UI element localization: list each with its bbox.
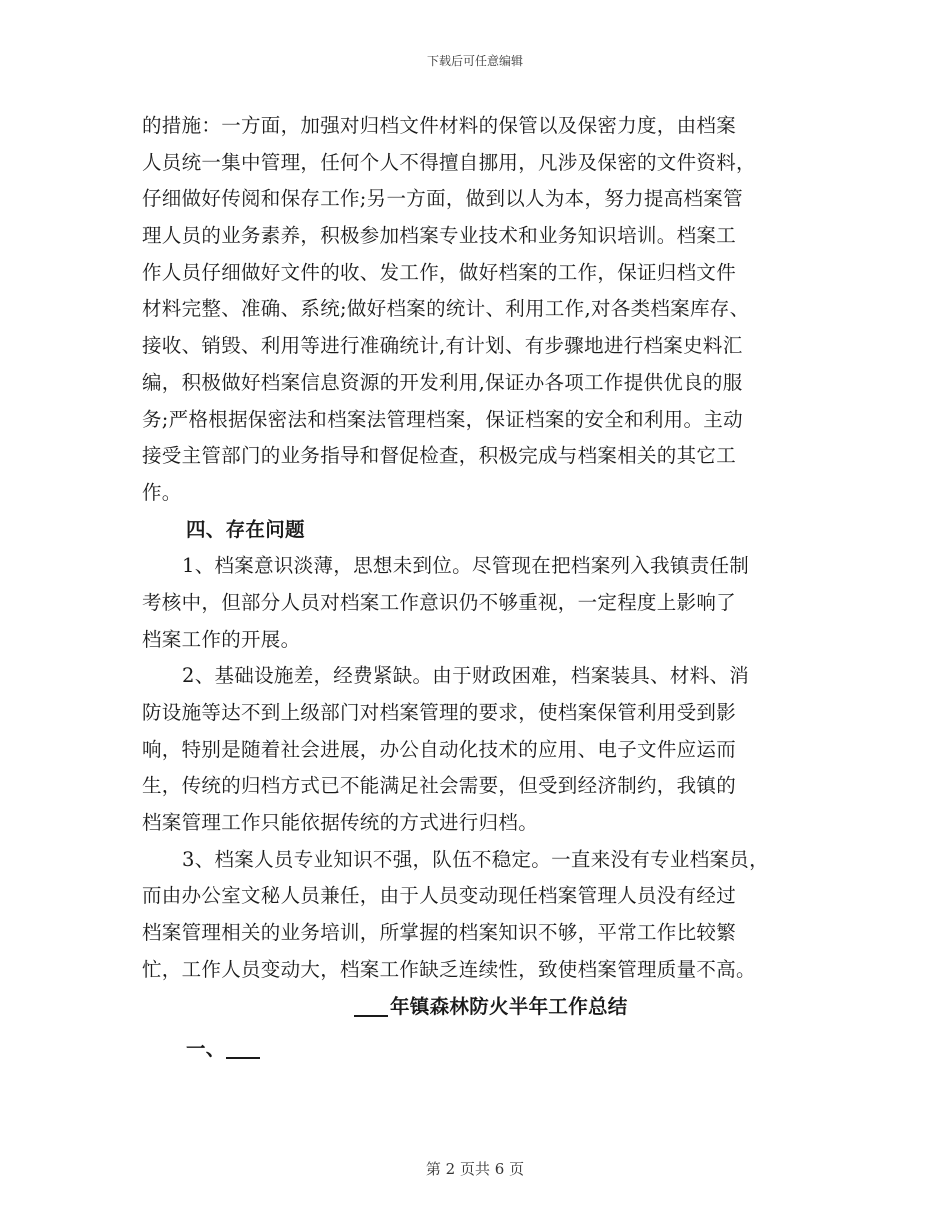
document-body [142,108,822,1068]
text-line: 人员统一集中管理，任何个人不得擅自挪用，凡涉及保密的文件资料， [142,150,756,174]
text-line: 1、档案意识淡薄，思想未到位。尽管现在把档案列入我镇责任制 [182,554,750,578]
problem-item-2 [142,658,822,841]
text-line: 响，特别是随着社会进展，办公自动化技术的应用、电子文件应运而 [142,737,737,761]
next-title-text: 年镇森林防火半年工作总结 [390,994,628,1018]
text-line: 3、档案人员专业知识不强，队伍不稳定。一直来没有专业档案员， [182,847,769,871]
text-line: 考核中，但部分人员对档案工作意识仍不够重视，一定程度上影响了 [142,590,737,614]
text-line: 而由办公室文秘人员兼任，由于人员变动现任档案管理人员没有经过 [142,884,737,908]
next-heading-text: 一、 [186,1037,226,1061]
text-line: 档案工作的开展。 [142,627,301,651]
page-footer: 第 2 页共 6 页 [425,1160,525,1178]
text-line: 生，传统的归档方式已不能满足社会需要，但受到经济制约，我镇的 [142,774,737,798]
blank-underline [354,1014,388,1017]
page-header: 下载后可任意编辑 [426,54,523,68]
text-line: 接收、销毁、利用等进行准确统计,有计划、有步骤地进行档案史料汇 [142,334,743,358]
text-line: 理人员的业务素养，积极参加档案专业技术和业务知识培训。档案工 [142,224,737,248]
text-line: 忙，工作人员变动大，档案工作缺乏连续性，致使档案管理质量不高。 [142,957,756,981]
text-line: 接受主管部门的业务指导和督促检查，积极完成与档案相关的其它工 [142,444,737,468]
text-line: 防设施等达不到上级部门对档案管理的要求，使档案保管利用受到影 [142,701,737,724]
text-line: 仔细做好传阅和保存工作;另一方面，做到以人为本，努力提高档案管 [142,187,743,211]
text-line: 档案管理工作只能依据传统的方式进行归档。 [142,811,539,835]
text-line: 作。 [142,480,182,504]
section-heading: 四、存在问题 [186,517,305,541]
next-document-title [142,989,822,1026]
text-line: 2、基础设施差，经费紧缺。由于财政困难，档案装具、材料、消 [182,664,750,688]
text-line: 务;严格根据保密法和档案法管理档案，保证档案的安全和利用。主动 [142,407,743,431]
blank-underline [226,1056,260,1059]
problem-item-3 [142,842,822,989]
problem-item-1 [142,548,822,658]
text-line: 编，积极做好档案信息资源的开发利用,保证办各项工作提供优良的服 [142,370,743,394]
text-line: 的措施：一方面，加强对归档文件材料的保管以及保密力度，由档案 [142,114,737,137]
next-section-heading [142,1031,822,1068]
paragraph-measures [142,108,822,512]
text-line: 作人员仔细做好文件的收、发工作，做好档案的工作，保证归档文件 [142,260,737,284]
text-line: 档案管理相关的业务培训，所掌握的档案知识不够，平常工作比较繁 [142,921,737,945]
text-line: 材料完整、准确、系统;做好档案的统计、利用工作,对各类档案库存、 [142,297,750,321]
